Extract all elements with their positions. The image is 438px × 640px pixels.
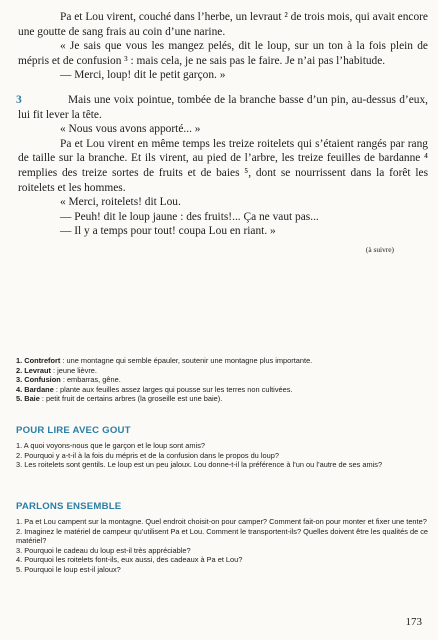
to-be-continued: (à suivre) [365, 244, 394, 254]
story-paragraph: « Nous vous avons apporté... » [60, 123, 201, 136]
discussion-questions-title: PARLONS ENSEMBLE [16, 501, 122, 512]
question: 1. Pa et Lou campent sur la montagne. Quel endroit choisit-on pour camper? Comment fait-on pour monter et fixer une tente? [16, 517, 427, 526]
footnote-term: 4. Bardane [16, 384, 54, 394]
footnote-definition: : jeune lièvre. [50, 365, 97, 375]
story-paragraph: Pa et Lou virent, couché dans l’herbe, un levraut ² de trois mois, qui avait encore une goutte de sang frais au coin d’une narine. [18, 11, 428, 38]
footnote-term: 1. Contrefort [16, 356, 61, 365]
reading-questions [16, 425, 430, 470]
discussion-questions [16, 501, 430, 575]
question: 4. Pourquoi les roitelets font-ils, eux aussi, des cadeaux à Pa et Lou? [16, 555, 243, 565]
story-text [18, 10, 428, 258]
footnote [16, 394, 430, 404]
story-paragraph: — Peuh! dit le loup jaune : des fruits!... Ça ne vaut pas... [60, 210, 319, 223]
story-paragraph: — Merci, loup! dit le petit garçon. » [60, 69, 226, 82]
footnote-definition: : petit fruit de certains arbres (la groseille est une baie). [39, 394, 223, 404]
footnote [16, 356, 430, 366]
footnote-definition: : une montagne qui semble épauler, soutenir une montagne plus importante. [60, 356, 313, 365]
story-paragraph: « Je sais que vous les mangez pelés, dit le loup, sur un ton à la fois plein de mépris et de confusion ³ : mais cela, je ne sais pas le faire. Je n’ai pas l’habitude. [18, 40, 428, 67]
story-paragraph: « Merci, roitelets! dit Lou. [60, 196, 181, 209]
story-section [18, 93, 428, 239]
question: 2. Imaginez le matériel de campeur qu’utilisent Pa et Lou. Comment le transportent-ils? Quelles doivent être les qualités de ce matériel? [16, 526, 429, 546]
footnote-definition: : plante aux feuilles assez larges qui pousse sur les terres non cultivées. [53, 384, 293, 394]
footnote-term: 3. Confusion [16, 375, 61, 385]
story-paragraph: Mais une voix pointue, tombée de la branche basse d’un pin, au-dessus d’eux, lui fit lever la tête. [18, 93, 428, 121]
section-number: 3 [16, 92, 22, 106]
question: 5. Pourquoi le loup est-il jaloux? [16, 564, 121, 574]
page-number: 173 [405, 616, 422, 628]
story-paragraph: Pa et Lou virent en même temps les treize roitelets qui s’étaient rangés par rang de taille sur la branche. Et ils virent, au pied de l’arbre, les treize feuilles de bardanne ⁴ remplies des treize sortes de fruits et de baies ⁵, dont se nourrissent dans la forêt les roitelets et les hommes. [18, 137, 428, 194]
footnote [16, 375, 430, 385]
question: 2. Pourquoi y a-t-il à la fois du mépris et de la confusion dans le propos du loup? [16, 450, 279, 460]
footnote-term: 5. Baie [16, 394, 40, 404]
reading-questions-title: POUR LIRE AVEC GOUT [16, 425, 131, 436]
question: 3. Les roitelets sont gentils. Le loup est un peu jaloux. Lou donne-t-il la préférence à l’un ou l’autre de ses amis? [16, 460, 383, 470]
footnote-definition: : embarras, gêne. [60, 375, 121, 385]
footnote-term: 2. Levraut [16, 365, 51, 375]
footnote [16, 366, 430, 376]
footnotes [16, 356, 430, 404]
footnote [16, 385, 430, 395]
question: 1. A quoi voyons-nous que le garçon et le loup sont amis? [16, 441, 205, 450]
question: 3. Pourquoi le cadeau du loup est-il très appréciable? [16, 545, 191, 555]
story-paragraph: — Il y a temps pour tout! coupa Lou en riant. » [60, 225, 276, 238]
